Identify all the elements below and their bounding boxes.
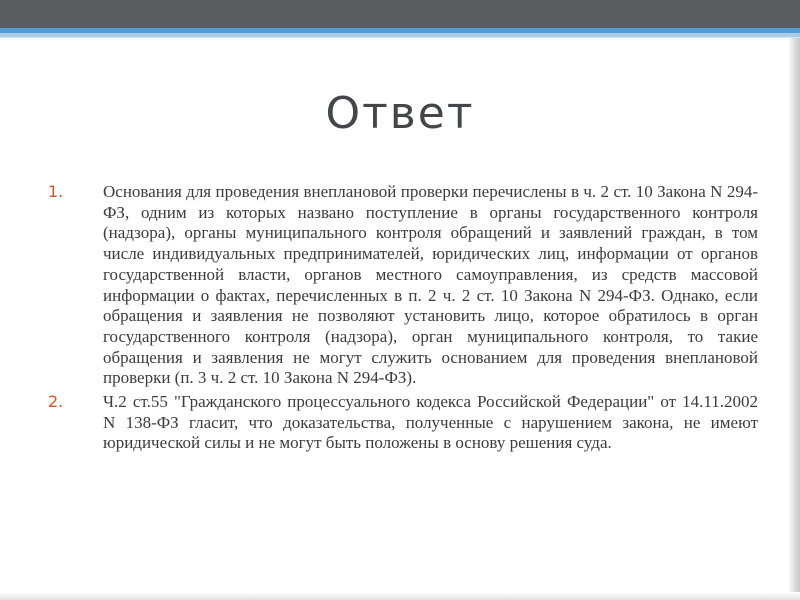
list-item-text: Ч.2 ст.55 "Гражданского процессуального кодекса Российской Федерации" от 14.11.2002 N 138-ФЗ гласит, что доказательства, полученные с нарушением закона, не имеют юридической силы и не могут быть положены в основу решения суда. [103, 392, 758, 453]
header-band-dark [0, 0, 800, 28]
list-marker: 2. [48, 392, 64, 412]
list-marker: 1. [48, 182, 64, 201]
list-item [48, 182, 758, 389]
list-item-text: Основания для проведения внеплановой проверки перечислены в ч. 2 ст. 10 Закона N 294-ФЗ, одним из которых названо поступление в органы государственного контроля (надзора), органы муниципального контроля обращений и заявлений граждан, в том числе индивидуальных предпринимателей, юридических лиц, информации от органов государственной власти, органов местного самоуправления, из средств массовой информации о фактах, перечисленных в п. 2 ч. 2 ст. 10 Закона N 294-ФЗ. Однако, если обращения и заявления не позволяют установить лицо, которое обратилось в орган государственного контроля (надзора), орган муниципального контроля, то такие обращения и заявления не могут служить основанием для проведения внеплановой проверки (п. 3 ч. 2 ст. 10 Закона N 294-ФЗ). [103, 182, 758, 388]
answer-list [48, 182, 758, 457]
slide-title: Ответ [325, 88, 475, 139]
bottom-edge-shadow [0, 592, 800, 600]
header-band-thin [0, 37, 800, 38]
list-item [48, 392, 758, 454]
